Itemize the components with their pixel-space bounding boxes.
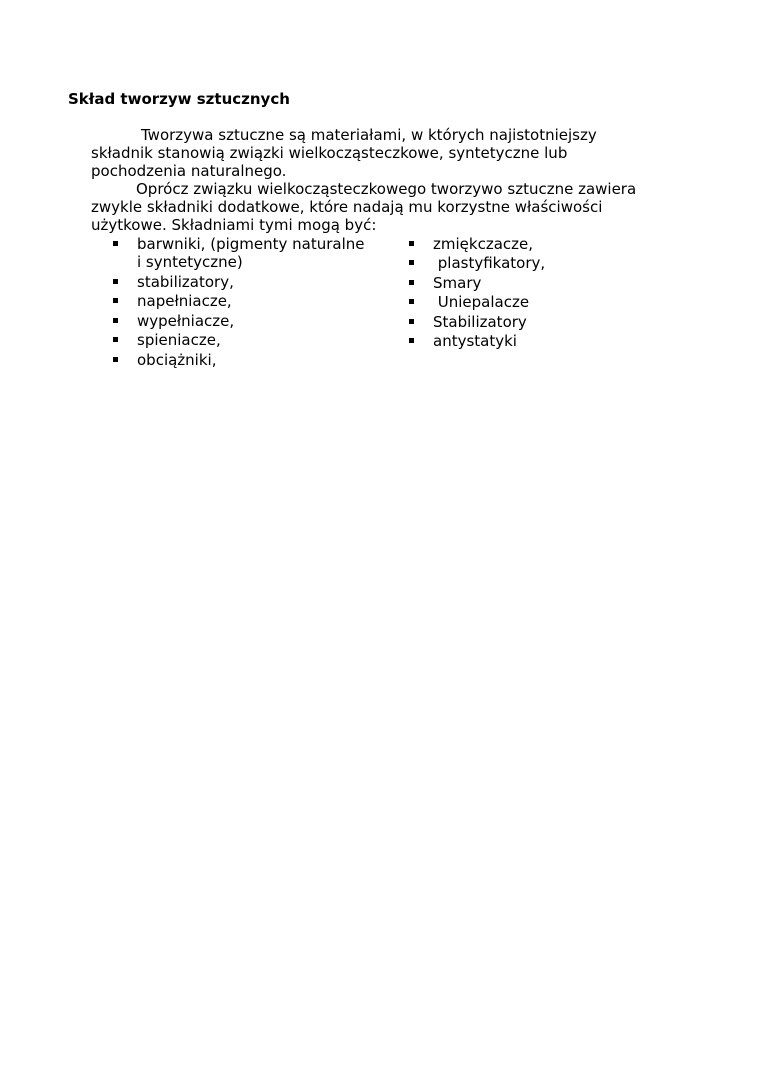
- square-bullet-icon: [113, 298, 118, 303]
- list-item: [409, 293, 609, 311]
- square-bullet-icon: [113, 241, 118, 246]
- list-item: [113, 312, 383, 330]
- list-item: [409, 332, 609, 350]
- square-bullet-icon: [409, 319, 414, 324]
- paragraph-intro: [91, 126, 671, 180]
- square-bullet-icon: [409, 260, 414, 265]
- paragraph-components: [91, 180, 671, 234]
- list-item: [409, 274, 609, 292]
- paragraph-line: użytkowe. Składniami tymi mogą być:: [91, 216, 377, 234]
- paragraph-line: Oprócz związku wielkocząsteczkowego tworzywo sztuczne zawiera: [136, 180, 637, 198]
- square-bullet-icon: [409, 241, 414, 246]
- paragraph-line: składnik stanowią związki wielkocząsteczkowe, syntetyczne lub: [91, 144, 568, 162]
- list-item-text: Stabilizatory: [433, 312, 527, 331]
- list-item-text: plastyfikatory,: [433, 254, 546, 273]
- list-item-text: spieniacze,: [137, 331, 221, 350]
- components-list-left: [113, 235, 383, 371]
- square-bullet-icon: [409, 299, 414, 304]
- square-bullet-icon: [113, 337, 118, 342]
- components-list-right: [409, 235, 609, 351]
- paragraph-line: Tworzywa sztuczne są materiałami, w których najistotniejszy: [141, 126, 597, 144]
- list-item: [113, 292, 383, 310]
- list-item-text: obciążniki,: [137, 350, 217, 369]
- list-item-text: antystatyki: [433, 331, 517, 350]
- list-item-text: napełniacze,: [137, 292, 232, 311]
- document-title: Skład tworzyw sztucznych: [68, 90, 290, 108]
- list-item: [409, 235, 609, 253]
- list-item: [409, 254, 609, 272]
- list-item: [113, 351, 383, 369]
- square-bullet-icon: [409, 338, 414, 343]
- square-bullet-icon: [409, 280, 414, 285]
- list-item: [113, 273, 383, 291]
- list-item-text: zmiękczacze,: [433, 235, 533, 253]
- list-item: [409, 313, 609, 331]
- list-item-text: i syntetyczne): [137, 253, 243, 271]
- paragraph-line: zwykle składniki dodatkowe, które nadają mu korzystne właściwości: [91, 198, 603, 216]
- square-bullet-icon: [113, 357, 118, 362]
- list-item: [113, 331, 383, 349]
- list-item-text: stabilizatory,: [137, 272, 234, 291]
- list-item-text: wypełniacze,: [137, 311, 235, 330]
- list-item: [113, 235, 383, 271]
- square-bullet-icon: [113, 279, 118, 284]
- list-item-text: Uniepalacze: [433, 293, 530, 312]
- list-item-text: Smary: [433, 273, 482, 292]
- square-bullet-icon: [113, 318, 118, 323]
- paragraph-line: pochodzenia naturalnego.: [91, 162, 287, 180]
- list-item-text: barwniki, (pigmenty naturalne: [137, 235, 365, 253]
